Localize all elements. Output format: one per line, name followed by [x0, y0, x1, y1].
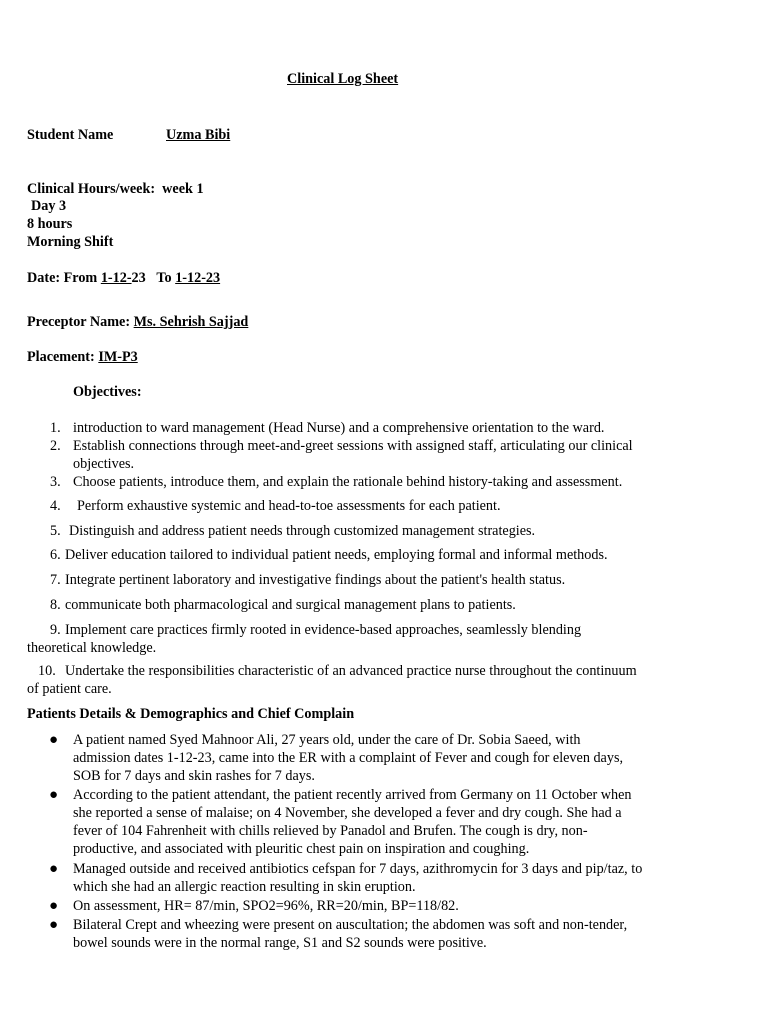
placement-value: IM-P3 — [98, 349, 138, 365]
bullet-icon: ● — [49, 898, 59, 914]
patient-detail-line: bowel sounds were in the normal range, S1 and S2 sounds were positive. — [73, 935, 487, 951]
clinical-hours-line — [27, 180, 204, 198]
objective-number: 4. — [50, 498, 61, 514]
patient-detail-line: Bilateral Crept and wheezing were present on auscultation; the abdomen was soft and non-tender, — [73, 917, 628, 933]
objective-text: Deliver education tailored to individual patient needs, employing formal and informal methods. — [65, 547, 608, 563]
hours-value: 8 hours — [27, 216, 73, 232]
student-name-value: Uzma Bibi — [166, 127, 231, 143]
patient-detail-line: admission dates 1-12-23, came into the ER with a complaint of Fever and cough for eleven days, — [73, 750, 624, 766]
objective-text: Establish connections through meet-and-greet sessions with assigned staff, articulating our clinical — [73, 438, 633, 454]
objective-text: Distinguish and address patient needs through customized management strategies. — [69, 523, 536, 539]
objective-text: Integrate pertinent laboratory and investigative findings about the patient's health status. — [65, 572, 566, 588]
bullet-icon: ● — [49, 861, 59, 877]
placement-line — [27, 348, 138, 366]
patient-detail-line: According to the patient attendant, the patient recently arrived from Germany on 11 October when — [73, 787, 632, 803]
day-value: Day 3 — [31, 198, 67, 214]
objective-text: Undertake the responsibilities characteristic of an advanced practice nurse throughout the continuum — [65, 663, 637, 679]
objective-number: 10. — [38, 663, 56, 679]
patient-detail-line: which she had an allergic reaction resulting in skin eruption. — [73, 879, 416, 895]
patient-details-heading: Patients Details & Demographics and Chief Complain — [27, 706, 355, 722]
preceptor-label: Preceptor Name: — [27, 314, 131, 330]
objective-number: 5. — [50, 523, 61, 539]
objective-number: 8. — [50, 597, 61, 613]
objective-text: communicate both pharmacological and surgical management plans to patients. — [65, 597, 516, 613]
date-from-value-b: 23 — [131, 270, 146, 286]
preceptor-value: Ms. Sehrish Sajjad — [133, 314, 249, 330]
bullet-icon: ● — [49, 732, 59, 748]
objectives-heading: Objectives: — [73, 384, 142, 400]
shift-value: Morning Shift — [27, 234, 114, 250]
objective-text-continued: objectives. — [73, 456, 135, 472]
preceptor-line — [27, 313, 248, 331]
date-to-label: To — [156, 270, 172, 286]
date-line — [27, 269, 220, 287]
objective-text: Perform exhaustive systemic and head-to-toe assessments for each patient. — [77, 498, 501, 514]
date-from-value-a: 1-12- — [100, 270, 132, 286]
objective-text-continued: theoretical knowledge. — [27, 640, 157, 656]
student-name-label: Student Name — [27, 127, 114, 143]
patient-detail-line: productive, and associated with pleuritic chest pain on inspiration and coughing. — [73, 841, 530, 857]
date-to-value: 1-12-23 — [175, 270, 221, 286]
objective-text-continued: of patient care. — [27, 681, 112, 697]
objective-text: Choose patients, introduce them, and explain the rationale behind history-taking and assessment. — [73, 474, 623, 490]
bullet-icon: ● — [49, 917, 59, 933]
objective-number: 9. — [50, 622, 61, 638]
placement-label: Placement: — [27, 349, 95, 365]
patient-detail-line: A patient named Syed Mahnoor Ali, 27 years old, under the care of Dr. Sobia Saeed, with — [73, 732, 581, 748]
patient-detail-line: she reported a sense of malaise; on 4 November, she developed a fever and dry cough. She had a — [73, 805, 622, 821]
page-title: Clinical Log Sheet — [287, 71, 399, 87]
objective-number: 3. — [50, 474, 61, 490]
objective-text: Implement care practices firmly rooted in evidence-based approaches, seamlessly blending — [65, 622, 582, 638]
date-from-label: Date: From — [27, 270, 98, 286]
week-value: week 1 — [162, 181, 204, 197]
objective-number: 7. — [50, 572, 61, 588]
objective-number: 2. — [50, 438, 61, 454]
bullet-icon: ● — [49, 787, 59, 803]
patient-detail-line: On assessment, HR= 87/min, SPO2=96%, RR=20/min, BP=118/82. — [73, 898, 459, 914]
objective-number: 6. — [50, 547, 61, 563]
patient-detail-line: SOB for 7 days and skin rashes for 7 days. — [73, 768, 315, 784]
objective-number: 1. — [50, 420, 61, 436]
objective-text: introduction to ward management (Head Nurse) and a comprehensive orientation to the ward. — [73, 420, 605, 436]
patient-detail-line: fever of 104 Fahrenheit with chills relieved by Panadol and Brufen. The cough is dry, non- — [73, 823, 588, 839]
patient-detail-line: Managed outside and received antibiotics cefspan for 7 days, azithromycin for 3 days and pip/taz, to — [73, 861, 643, 877]
clinical-hours-label: Clinical Hours/week: — [27, 181, 156, 197]
